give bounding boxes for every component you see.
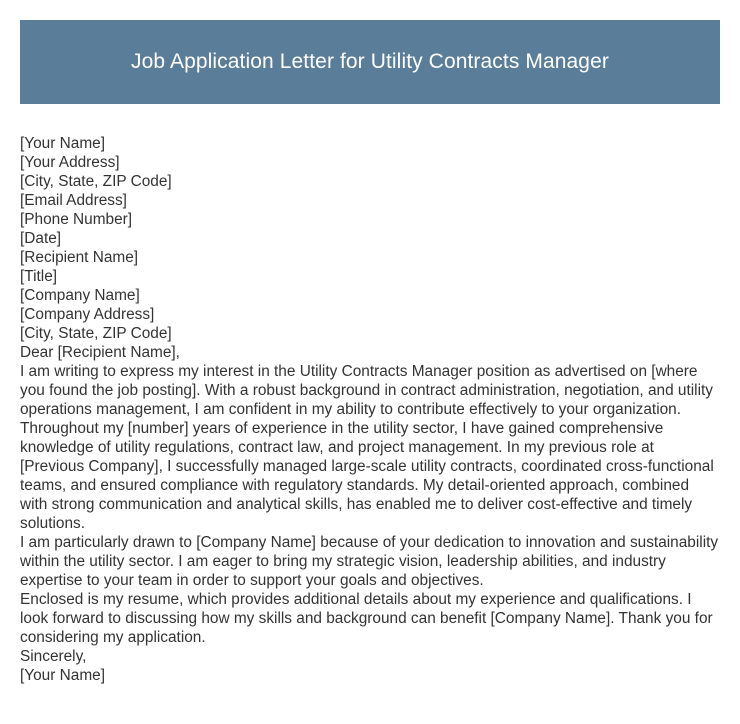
paragraph-closing: Enclosed is my resume, which provides additional details about my experience and qualifications. I look forward to discussing how my skills and background can benefit [Company Name]. Thank you for considering my application. (20, 591, 713, 646)
paragraph-motivation: I am particularly drawn to [Company Name] because of your dedication to innovation and sustainability within the utility sector. I am eager to bring my strategic vision, leadership abilities, and industry expertise to your team in order to support your goals and objectives. (20, 534, 719, 589)
page-title: Job Application Letter for Utility Contracts Manager (131, 50, 609, 73)
sender-city-state-zip: [City, State, ZIP Code] (20, 173, 172, 190)
sender-address: [Your Address] (20, 154, 120, 171)
letter-date: [Date] (20, 230, 62, 247)
recipient-company: [Company Name] (20, 287, 140, 304)
letter-body (20, 134, 720, 685)
paragraph-intro: I am writing to express my interest in the Utility Contracts Manager position as advertised on [where you found the job posting]. With a robust background in contract administration, negotiation, and utility operations management, I am confident in my ability to contribute effectively to your organization. (20, 363, 713, 418)
paragraph-experience: Throughout my [number] years of experience in the utility sector, I have gained comprehensive knowledge of utility regulations, contract law, and project management. In my previous role at [Previous Company], I successfully managed large-scale utility contracts, coordinated cross-functional teams, and ensured compliance with regulatory standards. My detail-oriented approach, combined with strong communication and analytical skills, has enabled me to deliver cost-effective and timely solutions. (20, 420, 714, 532)
recipient-title: [Title] (20, 268, 58, 285)
sender-phone: [Phone Number] (20, 211, 133, 228)
sender-name: [Your Name] (20, 135, 105, 152)
letter-header-banner (20, 20, 720, 104)
closing: Sincerely, (20, 648, 87, 665)
signature: [Your Name] (20, 667, 105, 684)
recipient-city-state-zip: [City, State, ZIP Code] (20, 325, 172, 342)
salutation: Dear [Recipient Name], (20, 344, 180, 361)
sender-email: [Email Address] (20, 192, 127, 209)
recipient-company-address: [Company Address] (20, 306, 155, 323)
recipient-name: [Recipient Name] (20, 249, 139, 266)
